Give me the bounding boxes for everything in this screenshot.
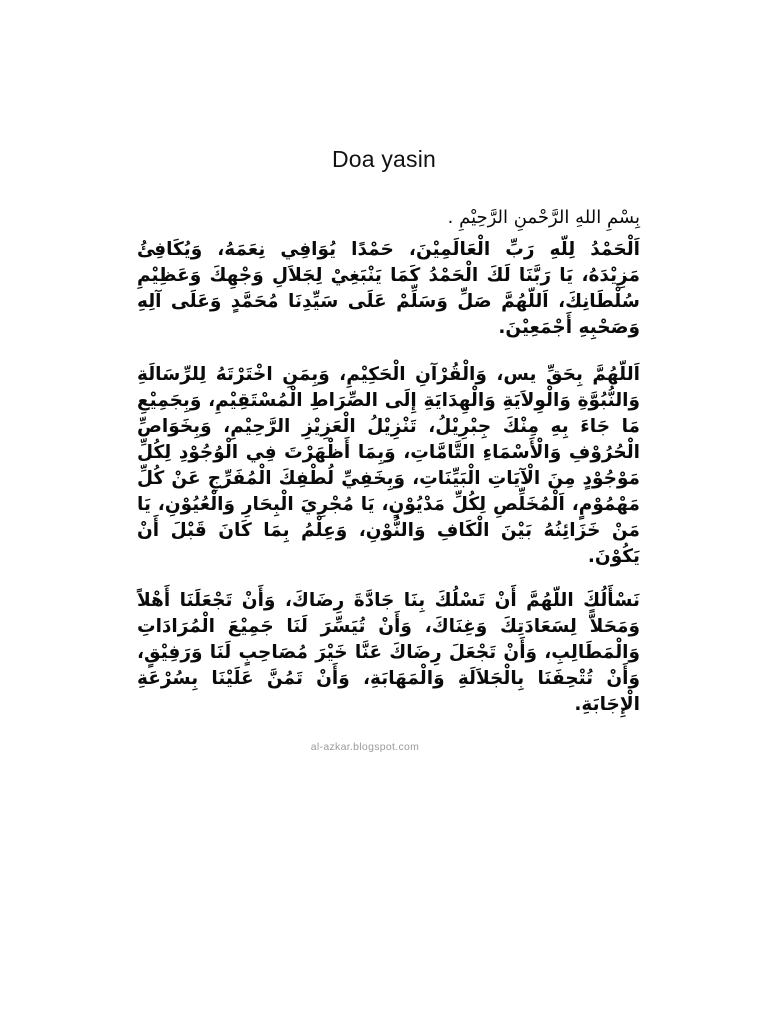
prayer-paragraph-1: اَلْحَمْدُ لِلّهِ رَبِّ الْعَالَمِيْنَ، حَمْدًا يُوَافِي نِعَمَهُ، وَيُكَافِئُ مَزِيْدَهُ، يَا رَبَّنَا لَكَ الْحَمْدُ كَمَا يَنْبَغِيْ لِجَلاَلِ وَجْهِكَ وَعَظِيْمِ سُلْطَانِكَ، اَللّهُمَّ صَلِّ وَسَلِّمْ عَلَى سَيِّدِنَا مُحَمَّدٍ وَعَلَى آلِهِ وَصَحْبِهِ أَجْمَعِيْنَ. — [137, 239, 640, 338]
document-title: Doa yasin — [331, 146, 437, 172]
basmala-line: بِسْمِ اللهِ الرَّحْمنِ الرَّحِيْمِ . — [447, 207, 640, 228]
prayer-paragraph-3: نَسْأَلُكَ اللّهُمَّ أَنْ تَسْلُكَ بِنَا جَادَّةَ رِضَاكَ، وَأَنْ تَجْعَلَنَا أَهْلاً وَمَحَلاًّ لِسَعَادَتِكَ وَغِنَاكَ، وَأَنْ تُيَسِّرَ لَنَا جَمِيْعَ الْمُرَادَاتِ وَالْمَطَالِبِ، وَأَنْ تَجْعَلَ رِضَاكَ عَنَّا خَيْرَ مُصَاحِبٍ لَنَا وَرَفِيْقٍ، وَأَنْ تُتْحِفَنَا بِالْجَلاَلَةِ وَالْمَهَابَةِ، وَأَنْ تَمُنَّ عَلَيْنَا بِسُرْعَةِ الْإِجَابَةِ. — [137, 590, 640, 715]
prayer-paragraph-2: اَللّهُمَّ بِحَقِّ يس، وَالْقُرْآنِ الْحَكِيْمِ، وَبِمَنِ اخْتَرْتَهُ لِلرِّسَالَةِ وَالنُّبُوَّةِ وَالْوِلاَيَةِ وَالْهِدَايَةِ إِلَى الصِّرَاطِ الْمُسْتَقِيْمِ، وَبِجَمِيْعِ مَا جَاءَ بِهِ مِنْكَ جِبْرِيْلُ، تَنْزِيْلُ الْعَزِيْزِ الرَّحِيْمِ، وَبِخَوَاصِّ الْحُرُوْفِ وَالْأَسْمَاءِ التَّامَّاتِ، وَبِمَا أَظْهَرْتَ فِي الْوُجُوْدِ لِكُلِّ مَوْجُوْدٍ مِنَ الْآيَاتِ الْبَيِّنَاتِ، وَبِخَفِيِّ لُطْفِكَ الْمُفَرِّجِ عَنْ كُلِّ مَهْمُوْمٍ، اَلْمُخَلِّصِ لِكُلِّ مَدْيُوْنٍ، يَا مُجْرِيَ الْبِحَارِ وَالْعُيُوْنِ، يَا مَنْ خَزَائِنُهُ بَيْنَ الْكَافِ وَالنُّوْنِ، وَعِلْمُ بِمَا كَانَ قَبْلَ أَنْ يَكُوْنَ. — [137, 364, 640, 567]
source-watermark: al-azkar.blogspot.com — [310, 741, 420, 753]
